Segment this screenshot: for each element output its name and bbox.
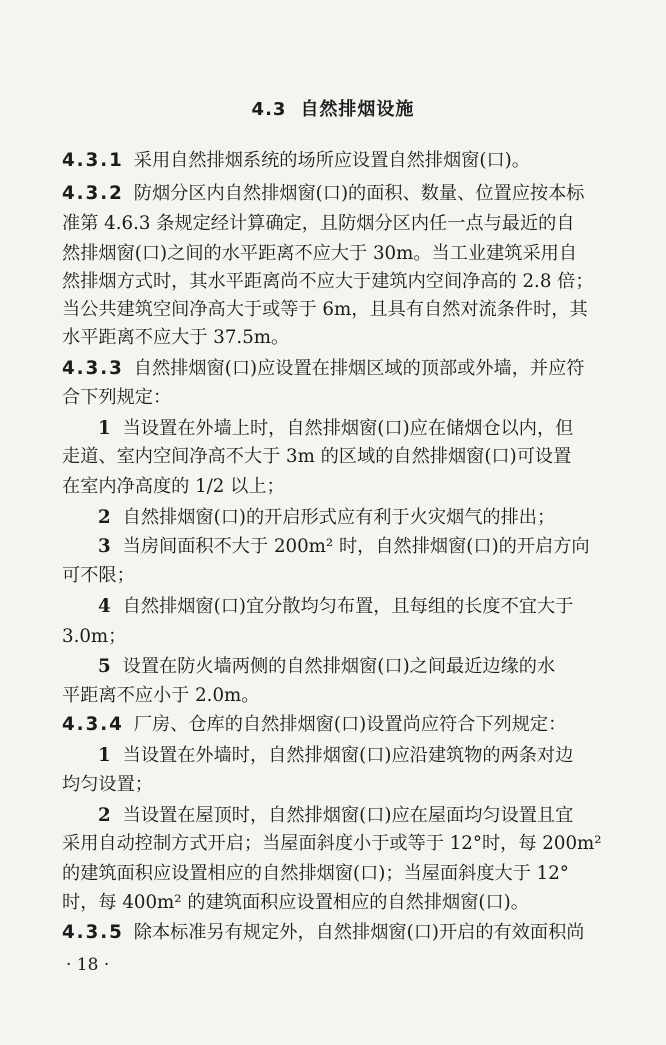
text-line [62, 241, 622, 267]
line-text: 然排烟窗(口)之间的水平距离不应大于 30m。当工业建筑采用自 [62, 243, 578, 264]
text-line [62, 444, 622, 470]
line-text: 采用自动控制方式开启；当屋面斜度小于或等于 12°时，每 200m² [62, 833, 602, 854]
line-text: 准第 4.6.3 条规定经计算确定，且防烟分区内任一点与最近的自 [62, 213, 575, 234]
text-line [62, 269, 622, 295]
clause-number: 4.3.4 [62, 714, 124, 735]
line-text: 走道、室内空间净高不大于 3m 的区域的自然排烟窗(口)可设置 [62, 446, 572, 467]
text-line [62, 416, 658, 442]
line-text: 当设置在外墙时，自然排烟窗(口)应沿建筑物的两条对边 [122, 745, 574, 766]
line-text: 当设置在外墙上时，自然排烟窗(口)应在储烟仓以内，但 [122, 418, 574, 439]
page-number: · 18 · [66, 955, 110, 975]
section-heading: 自然排烟设施 [300, 99, 415, 120]
line-text: 时，每 400m² 的建筑面积应设置相应的自然排烟窗(口)。 [62, 892, 529, 913]
text-line [62, 563, 622, 589]
text-line [62, 181, 622, 207]
line-text: 设置在防火墙两侧的自然排烟窗(口)之间最近边缘的水 [122, 656, 556, 677]
text-line [62, 211, 622, 237]
text-line [62, 594, 658, 620]
line-text: 采用自然排烟系统的场所应设置自然排烟窗(口)。 [133, 150, 530, 171]
text-line [62, 861, 622, 887]
item-number: 1 [98, 418, 111, 439]
line-text: 在室内净高度的 1/2 以上； [62, 476, 285, 497]
text-line [62, 890, 622, 916]
text-line [62, 385, 622, 411]
text-line [62, 148, 622, 174]
clause-number: 4.3.1 [62, 150, 124, 171]
text-line [62, 712, 622, 738]
line-text: 然排烟方式时，其水平距离尚不应大于建筑内空间净高的 2.8 倍； [62, 271, 594, 292]
line-text: 自然排烟窗(口)应设置在排烟区域的顶部或外墙，并应符 [133, 358, 585, 379]
item-number: 4 [98, 596, 111, 617]
text-line [62, 624, 622, 650]
line-text: 可不限； [62, 565, 135, 586]
text-line [62, 474, 622, 500]
line-text: 当设置在屋顶时，自然排烟窗(口)应在屋面均匀设置且宜 [122, 805, 574, 826]
line-text: 自然排烟窗(口)的开启形式应有利于火灾烟气的排出； [122, 507, 556, 528]
item-number: 2 [98, 507, 111, 528]
line-text: 平距离不应小于 2.0m。 [62, 685, 260, 706]
text-line [62, 920, 622, 946]
item-number: 2 [98, 805, 111, 826]
item-number: 1 [98, 745, 111, 766]
text-line [62, 534, 658, 560]
text-line [62, 356, 622, 382]
line-text: 均匀设置； [62, 774, 153, 795]
section-title [0, 95, 666, 121]
line-text: 自然排烟窗(口)宜分散均匀布置，且每组的长度不宜大于 [122, 596, 574, 617]
text-line [62, 654, 658, 680]
line-text: 合下列规定： [62, 387, 172, 408]
line-text: 的建筑面积应设置相应的自然排烟窗(口)；当屋面斜度大于 12° [62, 863, 569, 884]
clause-number: 4.3.3 [62, 358, 124, 379]
clause-number: 4.3.2 [62, 183, 124, 204]
line-text: 除本标准另有规定外，自然排烟窗(口)开启的有效面积尚 [133, 922, 585, 943]
line-text: 水平距离不应大于 37.5m。 [62, 327, 290, 348]
text-line [62, 772, 622, 798]
line-text: 当公共建筑空间净高大于或等于 6m，且具有自然对流条件时，其 [62, 299, 588, 320]
line-text: 防烟分区内自然排烟窗(口)的面积、数量、位置应按本标 [133, 183, 585, 204]
item-number: 3 [98, 536, 111, 557]
text-line [62, 505, 658, 531]
line-text: 3.0m； [62, 626, 127, 647]
item-number: 5 [98, 656, 111, 677]
text-line [62, 831, 622, 857]
text-line [62, 683, 622, 709]
text-line [62, 803, 658, 829]
text-line [62, 297, 622, 323]
section-number: 4.3 [251, 99, 287, 120]
line-text: 当房间面积不大于 200m² 时，自然排烟窗(口)的开启方向 [122, 536, 590, 557]
text-line [62, 325, 622, 351]
text-line [62, 743, 658, 769]
clause-number: 4.3.5 [62, 922, 124, 943]
line-text: 厂房、仓库的自然排烟窗(口)设置尚应符合下列规定： [133, 714, 567, 735]
